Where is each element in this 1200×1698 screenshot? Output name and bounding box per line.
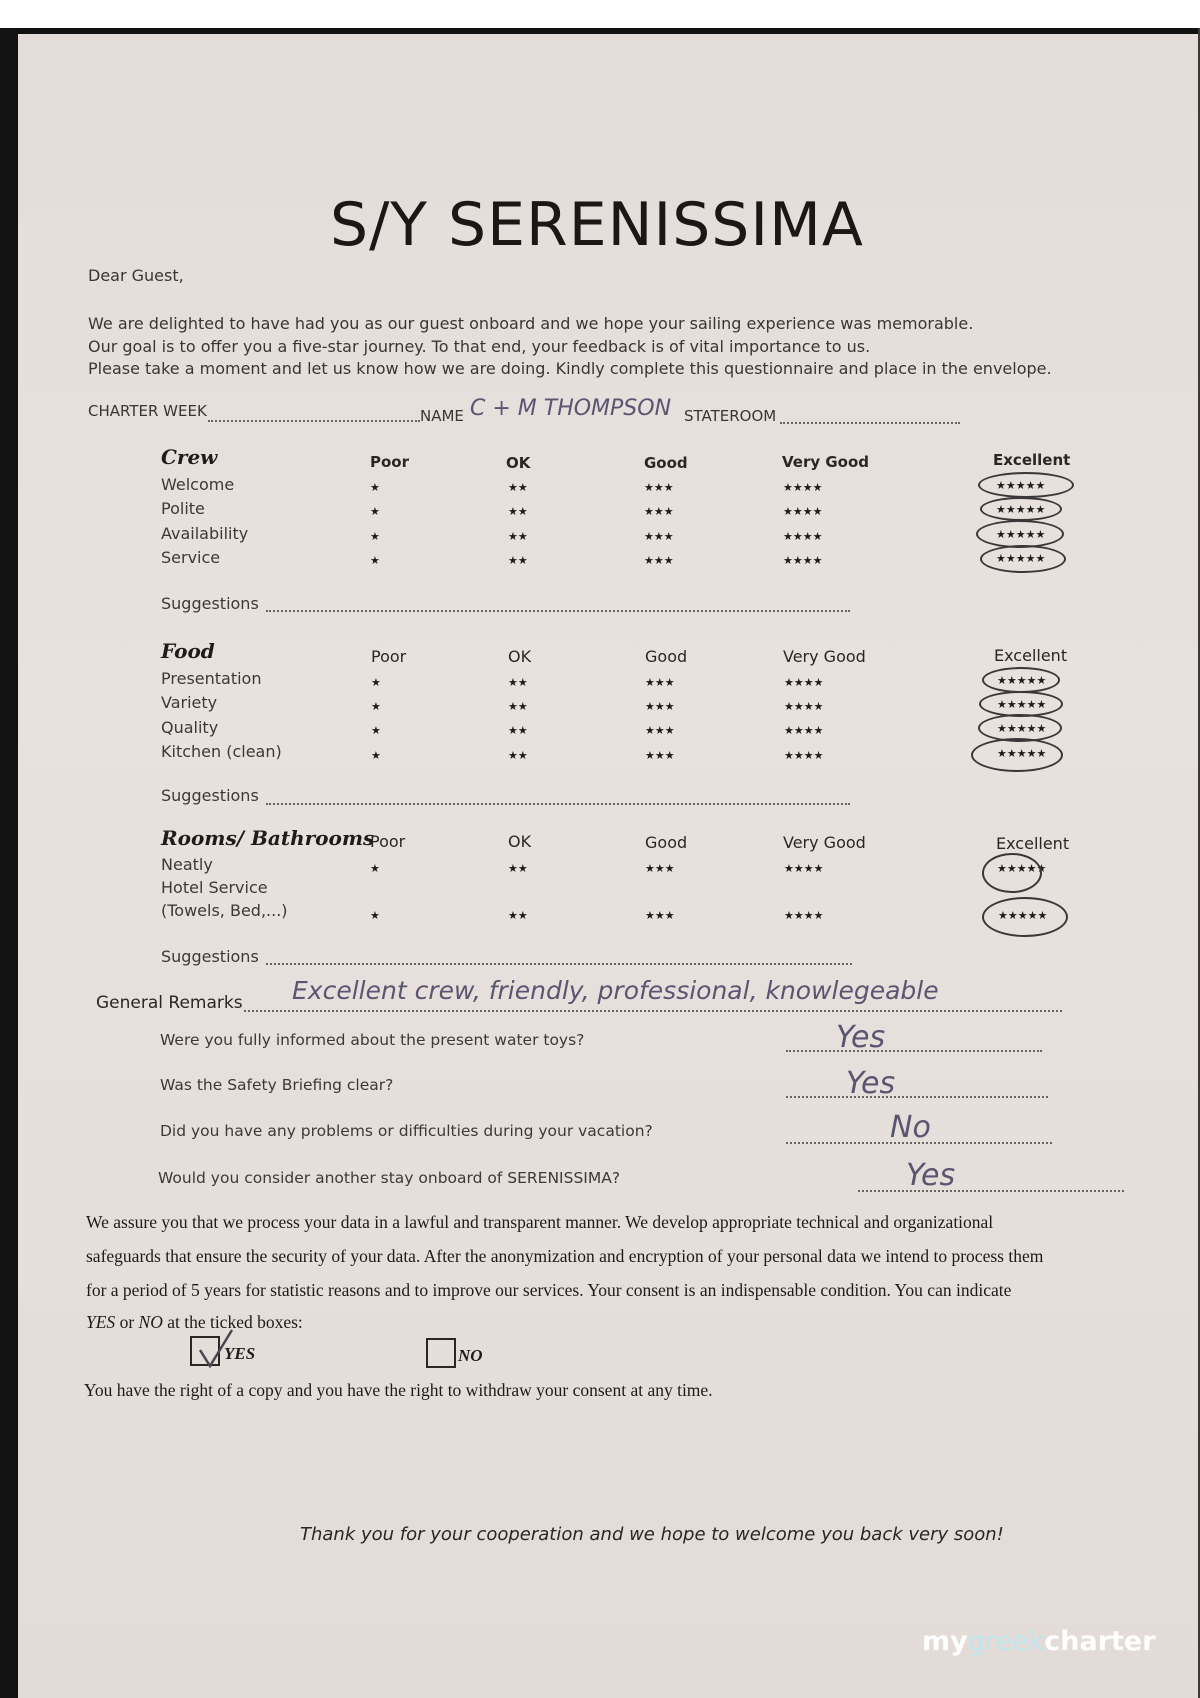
answer-handwriting[interactable]: Yes [846,1066,896,1101]
privacy-line-4 [86,1312,303,1333]
rating-2-star[interactable]: ★★ [508,700,528,713]
selection-circle [976,520,1064,548]
stateroom-field[interactable] [780,422,960,424]
rating-4-star[interactable]: ★★★★ [783,530,823,543]
rooms-item-neatly: Neatly [161,855,213,874]
food-item-presentation: Presentation [161,669,262,688]
greeting: Dear Guest, [88,266,184,285]
rating-4-star[interactable]: ★★★★ [784,700,824,713]
col-very-good: Very Good [783,647,866,666]
rating-5-star-selected[interactable]: ★★★★★ [998,909,1048,922]
rating-5-star-selected[interactable]: ★★★★★ [997,722,1047,735]
selection-circle [980,545,1066,573]
rating-3-star[interactable]: ★★★ [644,505,674,518]
suggestions-label: Suggestions [161,786,259,805]
rating-4-star[interactable]: ★★★★ [783,554,823,567]
question-safety-briefing: Was the Safety Briefing clear? [160,1076,394,1094]
rating-1-star[interactable]: ★ [371,724,381,737]
privacy-no-word: NO [138,1312,163,1332]
rating-1-star[interactable]: ★ [371,676,381,689]
rating-1-star[interactable]: ★ [371,700,381,713]
suggestions-label: Suggestions [161,947,259,966]
rating-4-star[interactable]: ★★★★ [784,749,824,762]
privacy-or-word: or [115,1312,139,1332]
answer-line[interactable] [786,1050,1042,1052]
rating-5-star-selected[interactable]: ★★★★★ [997,698,1047,711]
rating-3-star[interactable]: ★★★ [645,862,675,875]
closing-message: Thank you for your cooperation and we hope to welcome you back very soon! [300,1524,1004,1545]
rating-2-star[interactable]: ★★ [508,749,528,762]
name-field-handwriting[interactable]: C + M THOMPSON [470,396,672,421]
stateroom-label: STATEROOM [684,407,777,425]
col-good: Good [644,454,688,472]
general-remarks-label: General Remarks [96,993,243,1013]
rating-4-star[interactable]: ★★★★ [784,862,824,875]
answer-line[interactable] [858,1190,1124,1192]
rating-2-star[interactable]: ★★ [508,909,528,922]
rating-1-star[interactable]: ★ [370,481,380,494]
rating-5-star-selected[interactable]: ★★★★★ [996,503,1046,516]
rating-2-star[interactable]: ★★ [508,554,528,567]
withdraw-consent-text: You have the right of a copy and you have the right to withdraw your consent at any time. [84,1380,713,1400]
privacy-line-3: for a period of 5 years for statistic reasons and to improve our services. Your consent is an indispensable condition. You can indicate [86,1280,1012,1300]
selection-circle [980,497,1062,521]
col-ok: OK [506,454,531,472]
rating-3-star[interactable]: ★★★ [644,530,674,543]
rating-1-star[interactable]: ★ [371,749,381,762]
intro-line-3: Please take a moment and let us know how we are doing. Kindly complete this questionnaire and place in the envelope. [88,359,1052,378]
rating-5-star-selected[interactable]: ★★★★★ [997,862,1047,875]
selection-circle [971,738,1063,772]
rating-5-star-selected[interactable]: ★★★★★ [997,747,1047,760]
rating-2-star[interactable]: ★★ [508,676,528,689]
rating-2-star[interactable]: ★★ [508,862,528,875]
selection-circle [978,472,1074,498]
food-item-quality: Quality [161,718,219,737]
rating-1-star[interactable]: ★ [370,530,380,543]
col-excellent: Excellent [993,451,1071,469]
charter-week-label: CHARTER WEEK [88,402,207,420]
answer-handwriting[interactable]: No [890,1110,931,1145]
selection-circle [982,853,1042,893]
col-good: Good [645,833,688,852]
consent-no-label: NO [458,1346,483,1365]
general-remarks-handwriting[interactable]: Excellent crew, friendly, professional, knowlegeable [292,976,939,1005]
watermark-charter: charter [1044,1626,1156,1657]
section-title-crew: Crew [161,445,218,469]
rating-5-star-selected[interactable]: ★★★★★ [997,674,1047,687]
page-title: S/Y SERENISSIMA [330,190,864,260]
col-good: Good [645,647,688,666]
consent-no-checkbox[interactable] [426,1338,456,1368]
answer-handwriting[interactable]: Yes [906,1158,956,1193]
rating-2-star[interactable]: ★★ [508,724,528,737]
question-problems: Did you have any problems or difficulties during your vacation? [160,1122,653,1140]
selection-circle [982,667,1060,693]
privacy-ticked-boxes-text: at the ticked boxes: [162,1312,303,1332]
rooms-item-towels-bed: (Towels, Bed,...) [161,901,288,920]
question-water-toys: Were you fully informed about the present water toys? [160,1031,585,1049]
photo-left-edge [0,28,18,1698]
suggestions-field[interactable] [266,963,852,965]
selection-circle [982,897,1068,937]
rating-1-star[interactable]: ★ [370,909,380,922]
rating-1-star[interactable]: ★ [370,505,380,518]
crew-item-availability: Availability [161,524,249,543]
name-label: NAME [420,407,464,425]
rating-3-star[interactable]: ★★★ [645,749,675,762]
col-excellent: Excellent [994,646,1068,665]
intro-line-1: We are delighted to have had you as our guest onboard and we hope your sailing experience was memorable. [88,314,974,333]
rating-3-star[interactable]: ★★★ [644,554,674,567]
intro-line-2: Our goal is to offer you a five-star journey. To that end, your feedback is of vital importance to us. [88,337,871,356]
section-title-rooms: Rooms/ Bathrooms [161,826,375,850]
col-very-good: Very Good [782,453,870,471]
crew-item-welcome: Welcome [161,475,235,494]
top-margin [0,0,1200,28]
watermark-logo [922,1626,1156,1657]
crew-item-polite: Polite [161,499,205,518]
rating-5-star-selected[interactable]: ★★★★★ [996,479,1046,492]
col-ok: OK [508,647,532,666]
col-poor: Poor [370,832,406,851]
rating-2-star[interactable]: ★★ [508,481,528,494]
answer-line[interactable] [786,1096,1048,1098]
rating-3-star[interactable]: ★★★ [645,724,675,737]
col-poor: Poor [371,647,407,666]
rating-4-star[interactable]: ★★★★ [783,481,823,494]
rating-4-star[interactable]: ★★★★ [784,676,824,689]
rating-4-star[interactable]: ★★★★ [784,909,824,922]
rating-3-star[interactable]: ★★★ [645,909,675,922]
rating-3-star[interactable]: ★★★ [645,676,675,689]
consent-yes-label: YES [224,1344,256,1363]
crew-item-service: Service [161,548,221,567]
col-excellent: Excellent [996,834,1070,853]
rating-3-star[interactable]: ★★★ [644,481,674,494]
suggestions-field[interactable] [266,610,850,612]
rating-1-star[interactable]: ★ [370,862,380,875]
col-ok: OK [508,832,532,851]
answer-handwriting[interactable]: Yes [836,1020,886,1055]
rating-2-star[interactable]: ★★ [508,505,528,518]
col-poor: Poor [370,453,410,471]
watermark-greek: greek [967,1626,1045,1657]
privacy-yes-word: YES [86,1312,116,1332]
rating-1-star[interactable]: ★ [370,554,380,567]
rating-4-star[interactable]: ★★★★ [783,505,823,518]
section-title-food: Food [161,639,215,663]
rating-3-star[interactable]: ★★★ [645,700,675,713]
food-item-variety: Variety [161,693,218,712]
rating-5-star-selected[interactable]: ★★★★★ [996,552,1046,565]
suggestions-label: Suggestions [161,594,259,613]
rating-4-star[interactable]: ★★★★ [784,724,824,737]
rooms-item-hotel-service: Hotel Service [161,878,268,897]
watermark-my: my [922,1626,968,1657]
rating-2-star[interactable]: ★★ [508,530,528,543]
question-another-stay: Would you consider another stay onboard of SERENISSIMA? [158,1169,621,1187]
rating-5-star-selected[interactable]: ★★★★★ [996,528,1046,541]
general-remarks-field[interactable] [244,1010,1062,1012]
col-very-good: Very Good [783,833,866,852]
suggestions-field[interactable] [266,803,850,805]
food-item-kitchen: Kitchen (clean) [161,742,282,761]
privacy-line-1: We assure you that we process your data in a lawful and transparent manner. We develop appropriate technical and organizational [86,1212,994,1232]
privacy-line-2: safeguards that ensure the security of your data. After the anonymization and encryption of your personal data we intend to process them [86,1246,1044,1266]
charter-week-field[interactable] [208,420,420,422]
